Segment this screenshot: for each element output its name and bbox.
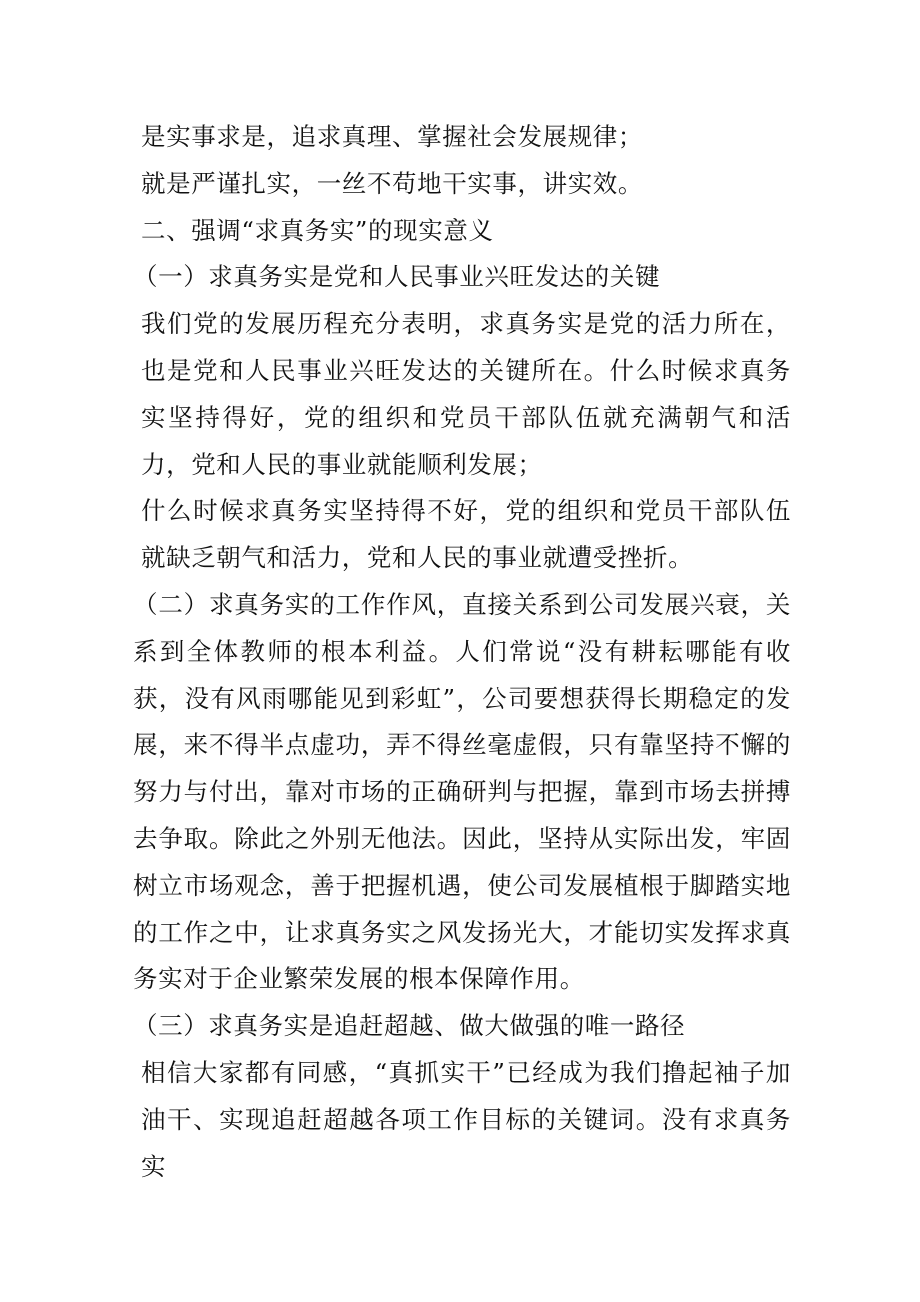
body-paragraph: 相信大家都有同感，“真抓实干”已经成为我们撸起袖子加油干、实现追赶超越各项工作目标的关键词。没有求真务实 bbox=[141, 1057, 791, 1181]
subsection-heading: （一）求真务实是党和人民事业兴旺发达的关键 bbox=[133, 262, 661, 292]
subsection-heading: （三）求真务实是追赶超越、做大做强的唯一路径 bbox=[133, 1011, 686, 1041]
subsection-heading: （二）求真务实的工作作风，直接关系到公司发展兴衰，关系到全体教师的根本利益。人们常说“没有耕耘哪能有收获，没有风雨哪能见到彩虹”，公司要想获得长期稳定的发展，来不得半点虚功，弄不得丝毫虚假，只有靠坚持不懈的努力与付出，靠对市场的正确研判与把握，靠到市场去拼搏去争取。除此之外别无他法。因此，坚持从实际出发，牢固树立市场观念，善于把握机遇，使公司发展植根于脚踏实地的工作之中，让求真务实之风发扬光大，才能切实发挥求真务实对于企业繁荣发展的根本保障作用。 bbox=[133, 589, 791, 994]
document-body bbox=[133, 114, 791, 1190]
body-paragraph: 什么时候求真务实坚持得不好，党的组织和党员干部队伍就缺乏朝气和活力，党和人民的事业就遭受挫折。 bbox=[141, 496, 791, 573]
body-paragraph: 是实事求是，追求真理、掌握社会发展规律； bbox=[141, 122, 643, 151]
body-paragraph: 就是严谨扎实，一丝不苟地干实事，讲实效。 bbox=[141, 168, 643, 198]
section-heading: 二、强调“求真务实”的现实意义 bbox=[141, 215, 494, 245]
body-paragraph: 我们党的发展历程充分表明，求真务实是党的活力所在，也是党和人民事业兴旺发达的关键所在。什么时候求真务实坚持得好，党的组织和党员干部队伍就充满朝气和活力，党和人民的事业就能顺利发展； bbox=[141, 309, 791, 479]
